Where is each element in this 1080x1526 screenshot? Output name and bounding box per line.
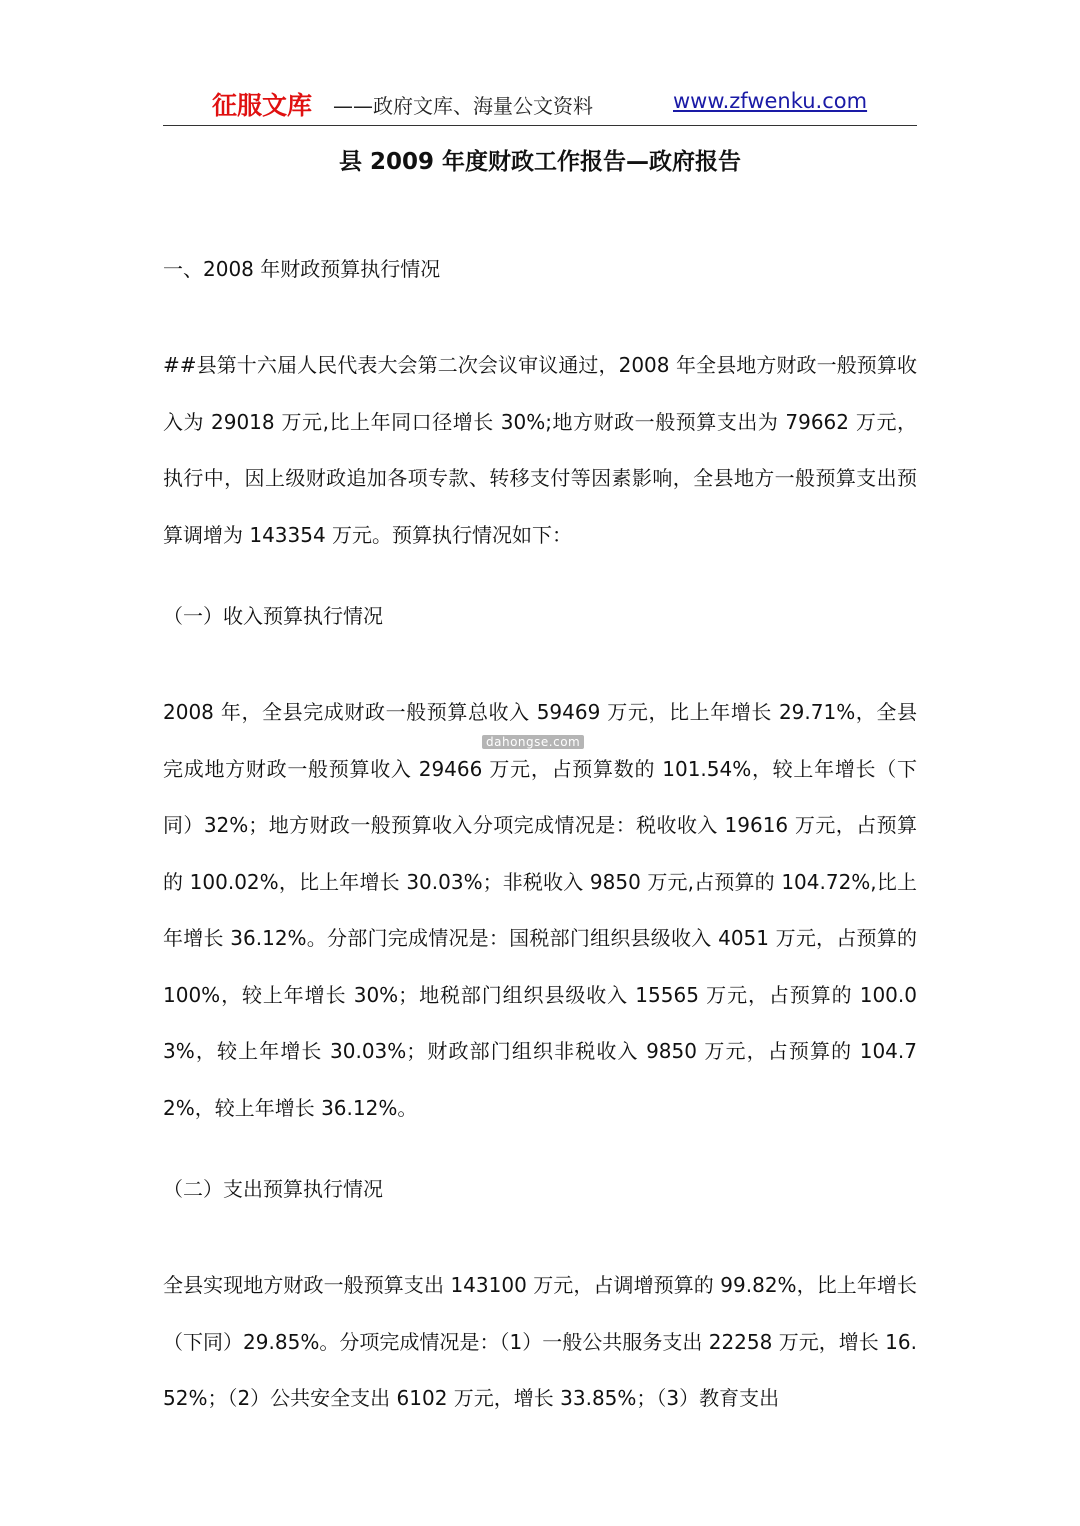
document-body xyxy=(163,254,917,1427)
section-heading-1: 一、2008 年财政预算执行情况 xyxy=(163,257,441,281)
site-url-link[interactable]: www.zfwenku.com xyxy=(673,89,868,113)
watermark: dahongse.com xyxy=(482,735,584,749)
paragraph-expenditure: 全县实现地方财政一般预算支出 143100 万元，占调增预算的 99.82%，比上年增长（下同）29.85%。分项完成情况是：（1）一般公共服务支出 22258 万元，增长 16.52%；（2）公共安全支出 6102 万元，增长 33.85%；（3）教育支出 xyxy=(163,1273,917,1410)
section-heading-income: （一）收入预算执行情况 xyxy=(163,604,383,628)
section-heading-expenditure: （二）支出预算执行情况 xyxy=(163,1177,383,1201)
document-title: 县 2009 年度财政工作报告—政府报告 xyxy=(338,149,742,175)
page-header xyxy=(163,84,917,124)
header-tagline: ——政府文库、海量公文资料 xyxy=(333,94,593,118)
paragraph-budget-overview: ##县第十六届人民代表大会第二次会议审议通过，2008 年全县地方财政一般预算收入为 29018 万元,比上年同口径增长 30%;地方财政一般预算支出为 79662 万元，执行中，因上级财政追加各项专款、转移支付等因素影响，全县地方一般预算支出预算调增为 143354 万元。预算执行情况如下： xyxy=(163,353,917,547)
paragraph-income: 2008 年，全县完成财政一般预算总收入 59469 万元，比上年增长 29.71%，全县完成地方财政一般预算收入 29466 万元，占预算数的 101.54%，较上年增长（下同）32%；地方财政一般预算收入分项完成情况是：税收收入 19616 万元，占预算的 100.02%，比上年增长 30.03%；非税收入 9850 万元,占预算的 104.72%,比上年增长 36.12%。分部门完成情况是：国税部门组织县级收入 4051 万元，占预算的 100%，较上年增长 30%；地税部门组织县级收入 15565 万元，占预算的 100.03%，较上年增长 30.03%；财政部门组织非税收入 9850 万元，占预算的 104.72%，较上年增长 36.12%。 xyxy=(163,700,917,1120)
header-divider xyxy=(163,125,917,126)
brand-logo-text: 征服文库 xyxy=(212,91,313,120)
